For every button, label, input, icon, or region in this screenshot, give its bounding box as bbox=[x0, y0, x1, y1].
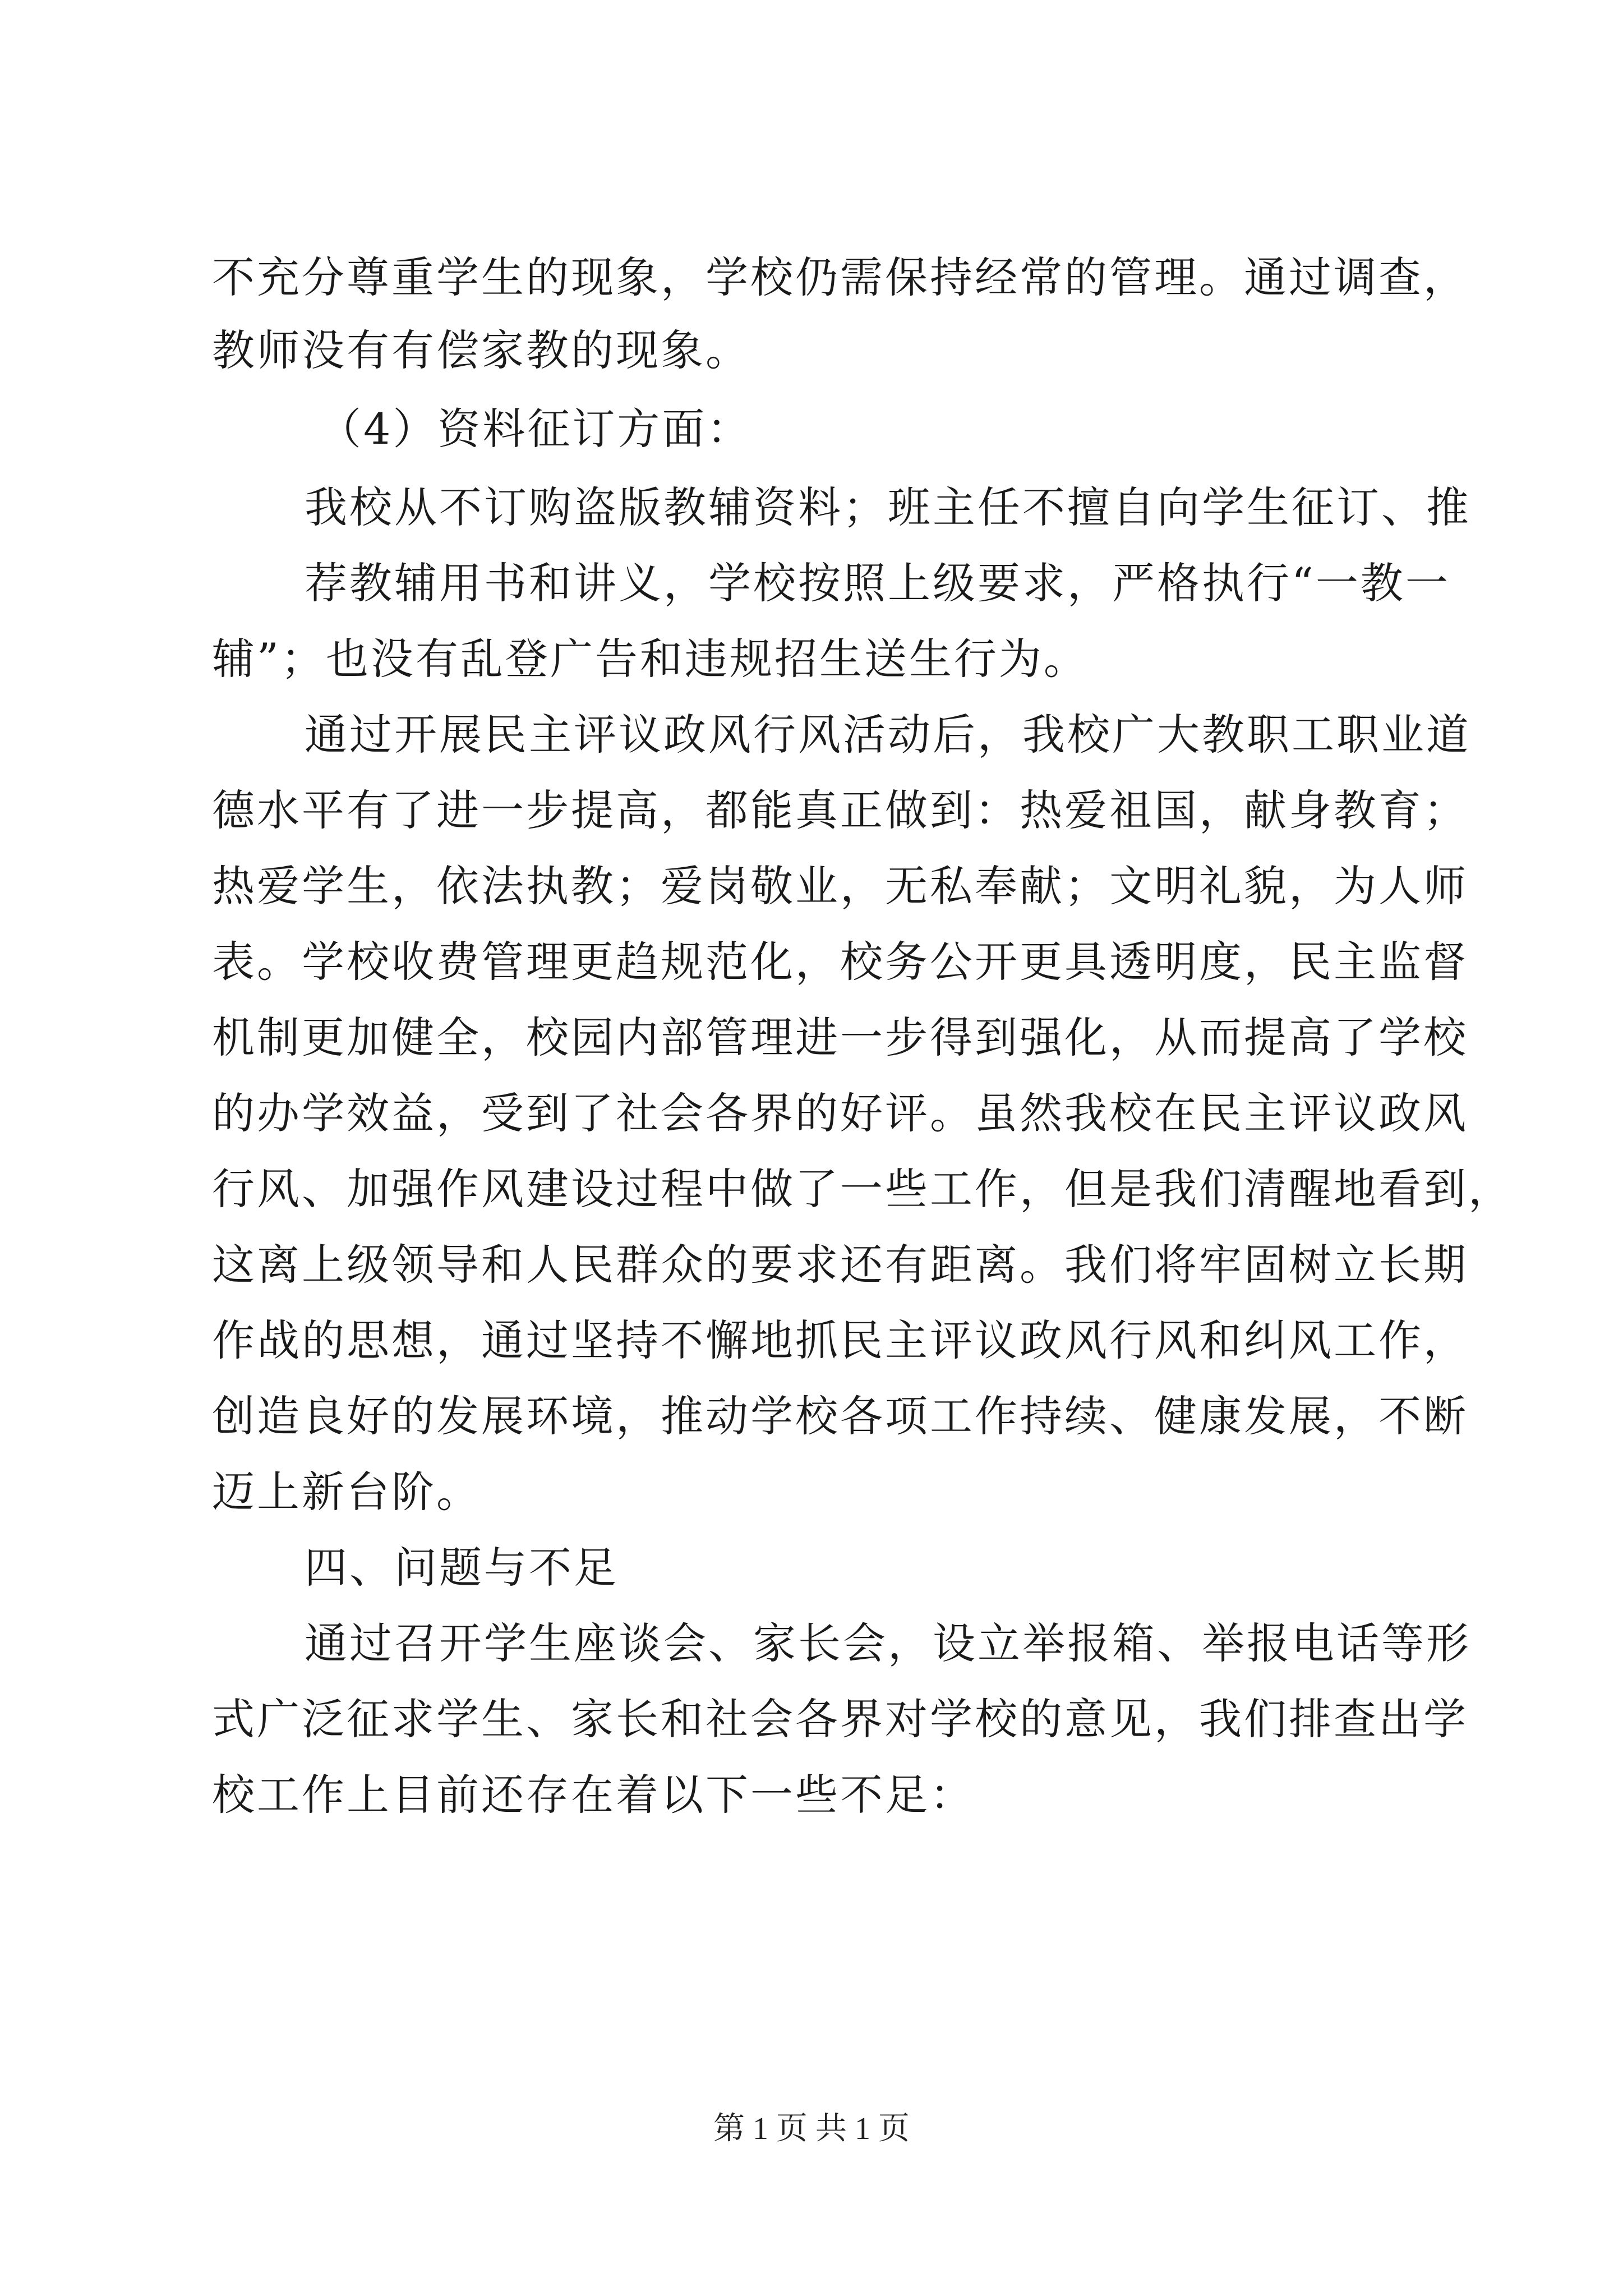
paragraph-start-line: 通过召开学生座谈会、家长会，设立举报箱、举报电话等形 bbox=[305, 1618, 1471, 1668]
section-heading: 四、问题与不足 bbox=[305, 1543, 619, 1593]
text-line: 作战的思想，通过坚持不懈地抓民主评议政风行风和纠风工作， bbox=[212, 1315, 1468, 1365]
text-line: 行风、加强作风建设过程中做了一些工作，但是我们清醒地看到， bbox=[212, 1164, 1513, 1214]
text-line: 荐教辅用书和讲义，学校按照上级要求，严格执行“一教一 bbox=[305, 558, 1450, 608]
text-line: 热爱学生，依法执教；爱岗敬业，无私奉献；文明礼貌，为人师 bbox=[212, 861, 1468, 911]
text-line: 德水平有了进一步提高，都能真正做到：热爱祖国，献身教育； bbox=[212, 785, 1468, 835]
page-number-footer: 第 1 页 共 1 页 bbox=[713, 2111, 910, 2146]
section-subheading: （4）资料征订方面： bbox=[319, 404, 752, 454]
text-line: 这离上级领导和人民群众的要求还有距离。我们将牢固树立长期 bbox=[212, 1240, 1468, 1290]
text-line: 表。学校收费管理更趋规范化，校务公开更具透明度，民主监督 bbox=[212, 937, 1468, 987]
text-line: 不充分尊重学生的现象，学校仍需保持经常的管理。通过调查， bbox=[212, 252, 1468, 302]
paragraph-start-line: 通过开展民主评议政风行风活动后，我校广大教职工职业道 bbox=[305, 710, 1471, 760]
text-line: 辅”；也没有乱登广告和违规招生送生行为。 bbox=[212, 634, 1089, 684]
text-line: 式广泛征求学生、家长和社会各界对学校的意见，我们排查出学 bbox=[212, 1694, 1468, 1744]
text-line: 创造良好的发展环境，推动学校各项工作持续、健康发展，不断 bbox=[212, 1391, 1468, 1441]
paragraph-start-line: 我校从不订购盗版教辅资料；班主任不擅自向学生征订、推 bbox=[305, 482, 1471, 532]
text-line: 迈上新台阶。 bbox=[212, 1467, 481, 1517]
text-line: 校工作上目前还存在着以下一些不足： bbox=[212, 1770, 975, 1820]
text-line: 的办学效益，受到了社会各界的好评。虽然我校在民主评议政风 bbox=[212, 1088, 1468, 1138]
text-line: 教师没有有偿家教的现象。 bbox=[212, 325, 750, 375]
text-line: 机制更加健全，校园内部管理进一步得到强化，从而提高了学校 bbox=[212, 1013, 1468, 1062]
